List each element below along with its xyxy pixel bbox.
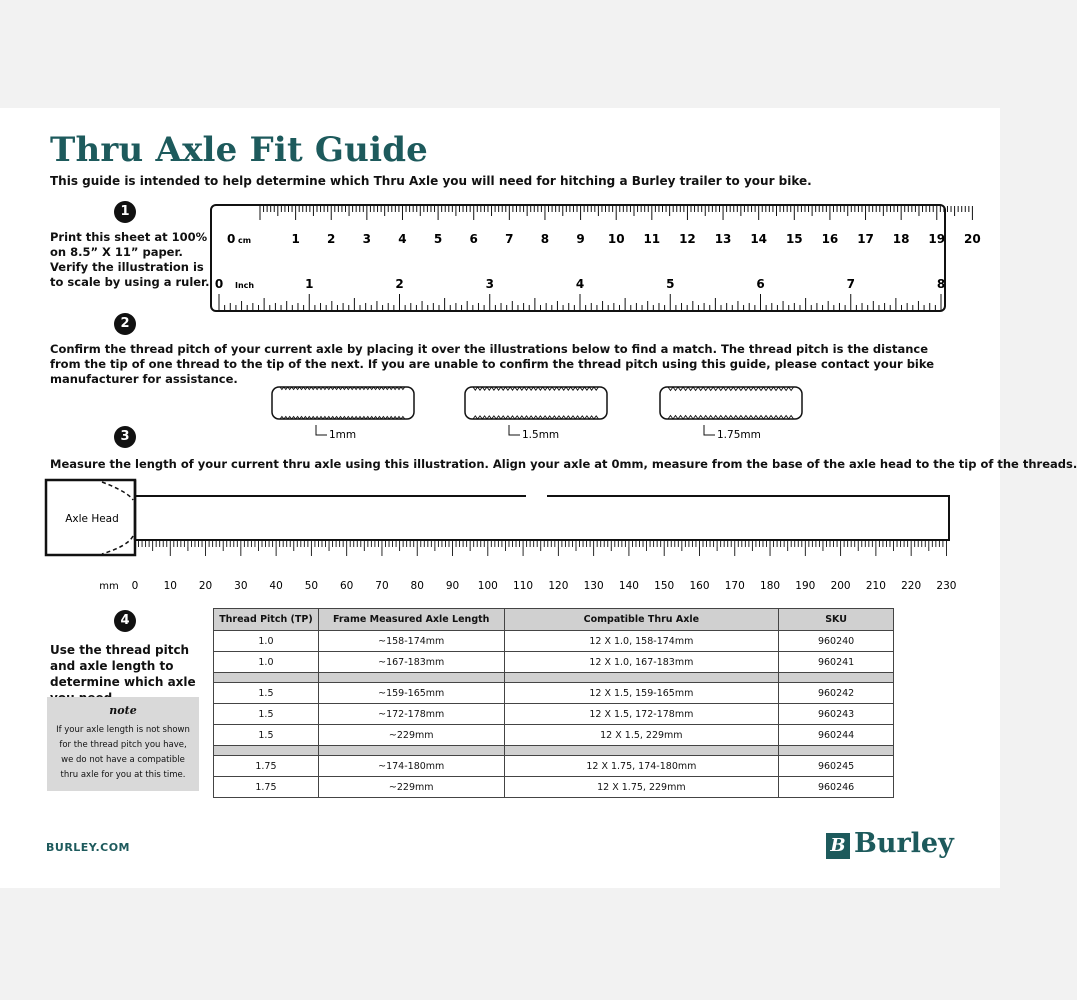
cm-label: 17 (857, 232, 874, 246)
cell-compatible-axle: 12 X 1.5, 172-178mm (504, 704, 779, 725)
inch-label: 0 (214, 277, 224, 291)
cm-label: 9 (576, 232, 585, 246)
inch-label: 6 (756, 277, 765, 291)
cell-compatible-axle: 12 X 1.75, 174-180mm (504, 756, 779, 777)
cell-axle-length: ~159-165mm (318, 683, 504, 704)
cm-label: 2 (327, 232, 336, 246)
mm-label: 10 (163, 580, 177, 592)
mm-unit-label: mm (99, 581, 119, 592)
mm-label: 150 (654, 580, 675, 592)
cm-label: 15 (785, 232, 803, 246)
thread-illustrations (272, 387, 802, 441)
table-row (214, 683, 894, 704)
mm-label: 60 (339, 580, 354, 592)
mm-label: 110 (513, 580, 534, 592)
mm-label: 170 (724, 580, 745, 592)
mm-label: 40 (269, 580, 283, 592)
cell-compatible-axle: 12 X 1.5, 229mm (504, 725, 779, 746)
mm-label: 200 (830, 580, 851, 592)
cm-label: 18 (892, 232, 910, 246)
cm-label: 0 (227, 232, 236, 246)
step-3-text: Measure the length of your current thru axle using this illustration. Align your axle at 0mm, measure from the base of the axle head to the tip of the threads. (50, 457, 1077, 471)
table-row (214, 777, 894, 798)
step-4-text: Use the thread pitch and axle length to determine which axle (50, 643, 196, 689)
mm-ticks (135, 540, 946, 556)
mm-label: 180 (760, 580, 781, 592)
inch-label: 4 (575, 277, 585, 291)
cell-axle-length: ~172-178mm (318, 704, 504, 725)
mm-label: 100 (477, 580, 498, 592)
step-1-badge: 1 (114, 201, 136, 223)
cell-sku: 960242 (779, 683, 894, 704)
cell-thread-pitch: 1.0 (214, 631, 319, 652)
mm-label: 90 (445, 580, 460, 592)
mm-label: 130 (583, 580, 604, 592)
mm-label: 160 (689, 580, 710, 592)
thread-pitch-label: 1.5mm (522, 429, 560, 441)
table-row (214, 725, 894, 746)
thread-pitch-label: 1.75mm (717, 429, 761, 441)
inch-unit-label: Inch (235, 281, 255, 290)
intro-text: This guide is intended to help determine which Thru Axle you will need for hitching a Burley trailer to your bike. (50, 174, 812, 188)
cm-label: 11 (643, 232, 661, 246)
cm-label: 13 (714, 232, 732, 246)
mm-label: 20 (198, 580, 213, 592)
mm-label: 210 (865, 580, 886, 592)
inch-label: 3 (485, 277, 494, 291)
burley-logo-mark: B (826, 833, 850, 859)
cell-thread-pitch: 1.75 (214, 756, 319, 777)
table-group-separator (214, 673, 894, 683)
inch-label: 7 (846, 277, 855, 291)
table-header-row (214, 609, 894, 631)
step-1-text: Print this sheet at 100% on 8.5” X 11” paper. Verify the illustration is to scale by using a ruler. (50, 230, 210, 289)
cell-compatible-axle: 12 X 1.0, 158-174mm (504, 631, 779, 652)
cell-axle-length: ~229mm (318, 777, 504, 798)
cm-label: 3 (362, 232, 372, 246)
mm-label: 220 (901, 580, 922, 592)
cm-label: 14 (750, 232, 768, 246)
thread-sample (272, 387, 414, 441)
cell-compatible-axle: 12 X 1.0, 167-183mm (504, 652, 779, 673)
inch-label: 1 (305, 277, 314, 291)
step-4-badge: 4 (114, 610, 136, 632)
axle-head-label: Axle Head (65, 513, 119, 525)
cell-axle-length: ~174-180mm (318, 756, 504, 777)
cell-compatible-axle: 12 X 1.5, 159-165mm (504, 683, 779, 704)
cell-axle-length: ~167-183mm (318, 652, 504, 673)
mm-label: 80 (410, 580, 424, 592)
inch-label: 2 (395, 277, 404, 291)
mm-label: 190 (795, 580, 816, 592)
cell-thread-pitch: 1.5 (214, 725, 319, 746)
thread-sample (465, 387, 607, 441)
print-ruler (210, 204, 981, 314)
cell-sku: 960246 (779, 777, 894, 798)
header-thread-pitch: Thread Pitch (TP) (214, 609, 319, 631)
table-row (214, 704, 894, 725)
mm-label: 50 (304, 580, 319, 592)
website-link[interactable]: BURLEY.COM (46, 841, 131, 854)
cell-sku: 960243 (779, 704, 894, 725)
table-row (214, 756, 894, 777)
header-compatible-axle: Compatible Thru Axle (504, 609, 779, 631)
cm-unit-label: cm (238, 236, 252, 245)
page-title: Thru Axle Fit Guide (50, 130, 428, 170)
axle-length-ruler (44, 478, 964, 596)
thread-sample (660, 387, 802, 441)
mm-label: 30 (234, 580, 248, 592)
fit-guide-sheet (0, 108, 1077, 888)
inch-label: 8 (936, 277, 946, 291)
step-3-badge: 3 (114, 426, 136, 448)
cell-compatible-axle: 12 X 1.75, 229mm (504, 777, 779, 798)
cell-sku: 960244 (779, 725, 894, 746)
note-text: If your axle length is not shown for the thread pitch you have, we do not have a compatible thru axle for you at this time. (56, 725, 190, 780)
cm-label: 20 (964, 232, 981, 246)
axle-shaft-outline (135, 496, 949, 540)
cm-label: 12 (679, 232, 696, 246)
note-title: note (109, 704, 137, 717)
cm-label: 7 (505, 232, 514, 246)
cell-thread-pitch: 1.5 (214, 704, 319, 725)
inch-label: 5 (666, 277, 675, 291)
cm-label: 5 (433, 232, 443, 246)
burley-logo-text: Burley (854, 828, 954, 859)
ruler-outline (211, 205, 945, 311)
thread-pitch-label: 1mm (329, 429, 357, 441)
cm-label: 8 (540, 232, 550, 246)
cm-label: 6 (469, 232, 478, 246)
cell-axle-length: ~158-174mm (318, 631, 504, 652)
cm-ticks (260, 206, 972, 220)
table-group-separator (214, 746, 894, 756)
mm-labels (132, 580, 957, 592)
note-box (47, 697, 199, 791)
mm-label: 70 (375, 580, 389, 592)
cm-label: 16 (821, 232, 839, 246)
compatibility-table (213, 608, 894, 798)
cell-thread-pitch: 1.75 (214, 777, 319, 798)
step-2-badge: 2 (114, 313, 136, 335)
cm-label: 1 (291, 232, 300, 246)
mm-label: 140 (618, 580, 639, 592)
cell-sku: 960245 (779, 756, 894, 777)
cm-label: 19 (928, 232, 946, 246)
table-row (214, 631, 894, 652)
header-axle-length: Frame Measured Axle Length (318, 609, 504, 631)
table-row (214, 652, 894, 673)
mm-label: 230 (936, 580, 957, 592)
cell-sku: 960240 (779, 631, 894, 652)
cm-label: 10 (607, 232, 625, 246)
cm-label: 4 (398, 232, 407, 246)
mm-label: 120 (548, 580, 569, 592)
cell-axle-length: ~229mm (318, 725, 504, 746)
cell-thread-pitch: 1.0 (214, 652, 319, 673)
cell-thread-pitch: 1.5 (214, 683, 319, 704)
thread-pitch-samples (260, 384, 820, 446)
header-sku: SKU (779, 609, 894, 631)
mm-label: 0 (131, 580, 139, 592)
cell-sku: 960241 (779, 652, 894, 673)
step-2-text: Confirm the thread pitch of your current axle by placing it over the illustrations below to find a match. The thread pitch is the distance from the tip of one thread to the tip of the next. If you are unable to confirm the thread pitch using this guide, please contact your bike manufacturer for assistance. (50, 342, 935, 386)
